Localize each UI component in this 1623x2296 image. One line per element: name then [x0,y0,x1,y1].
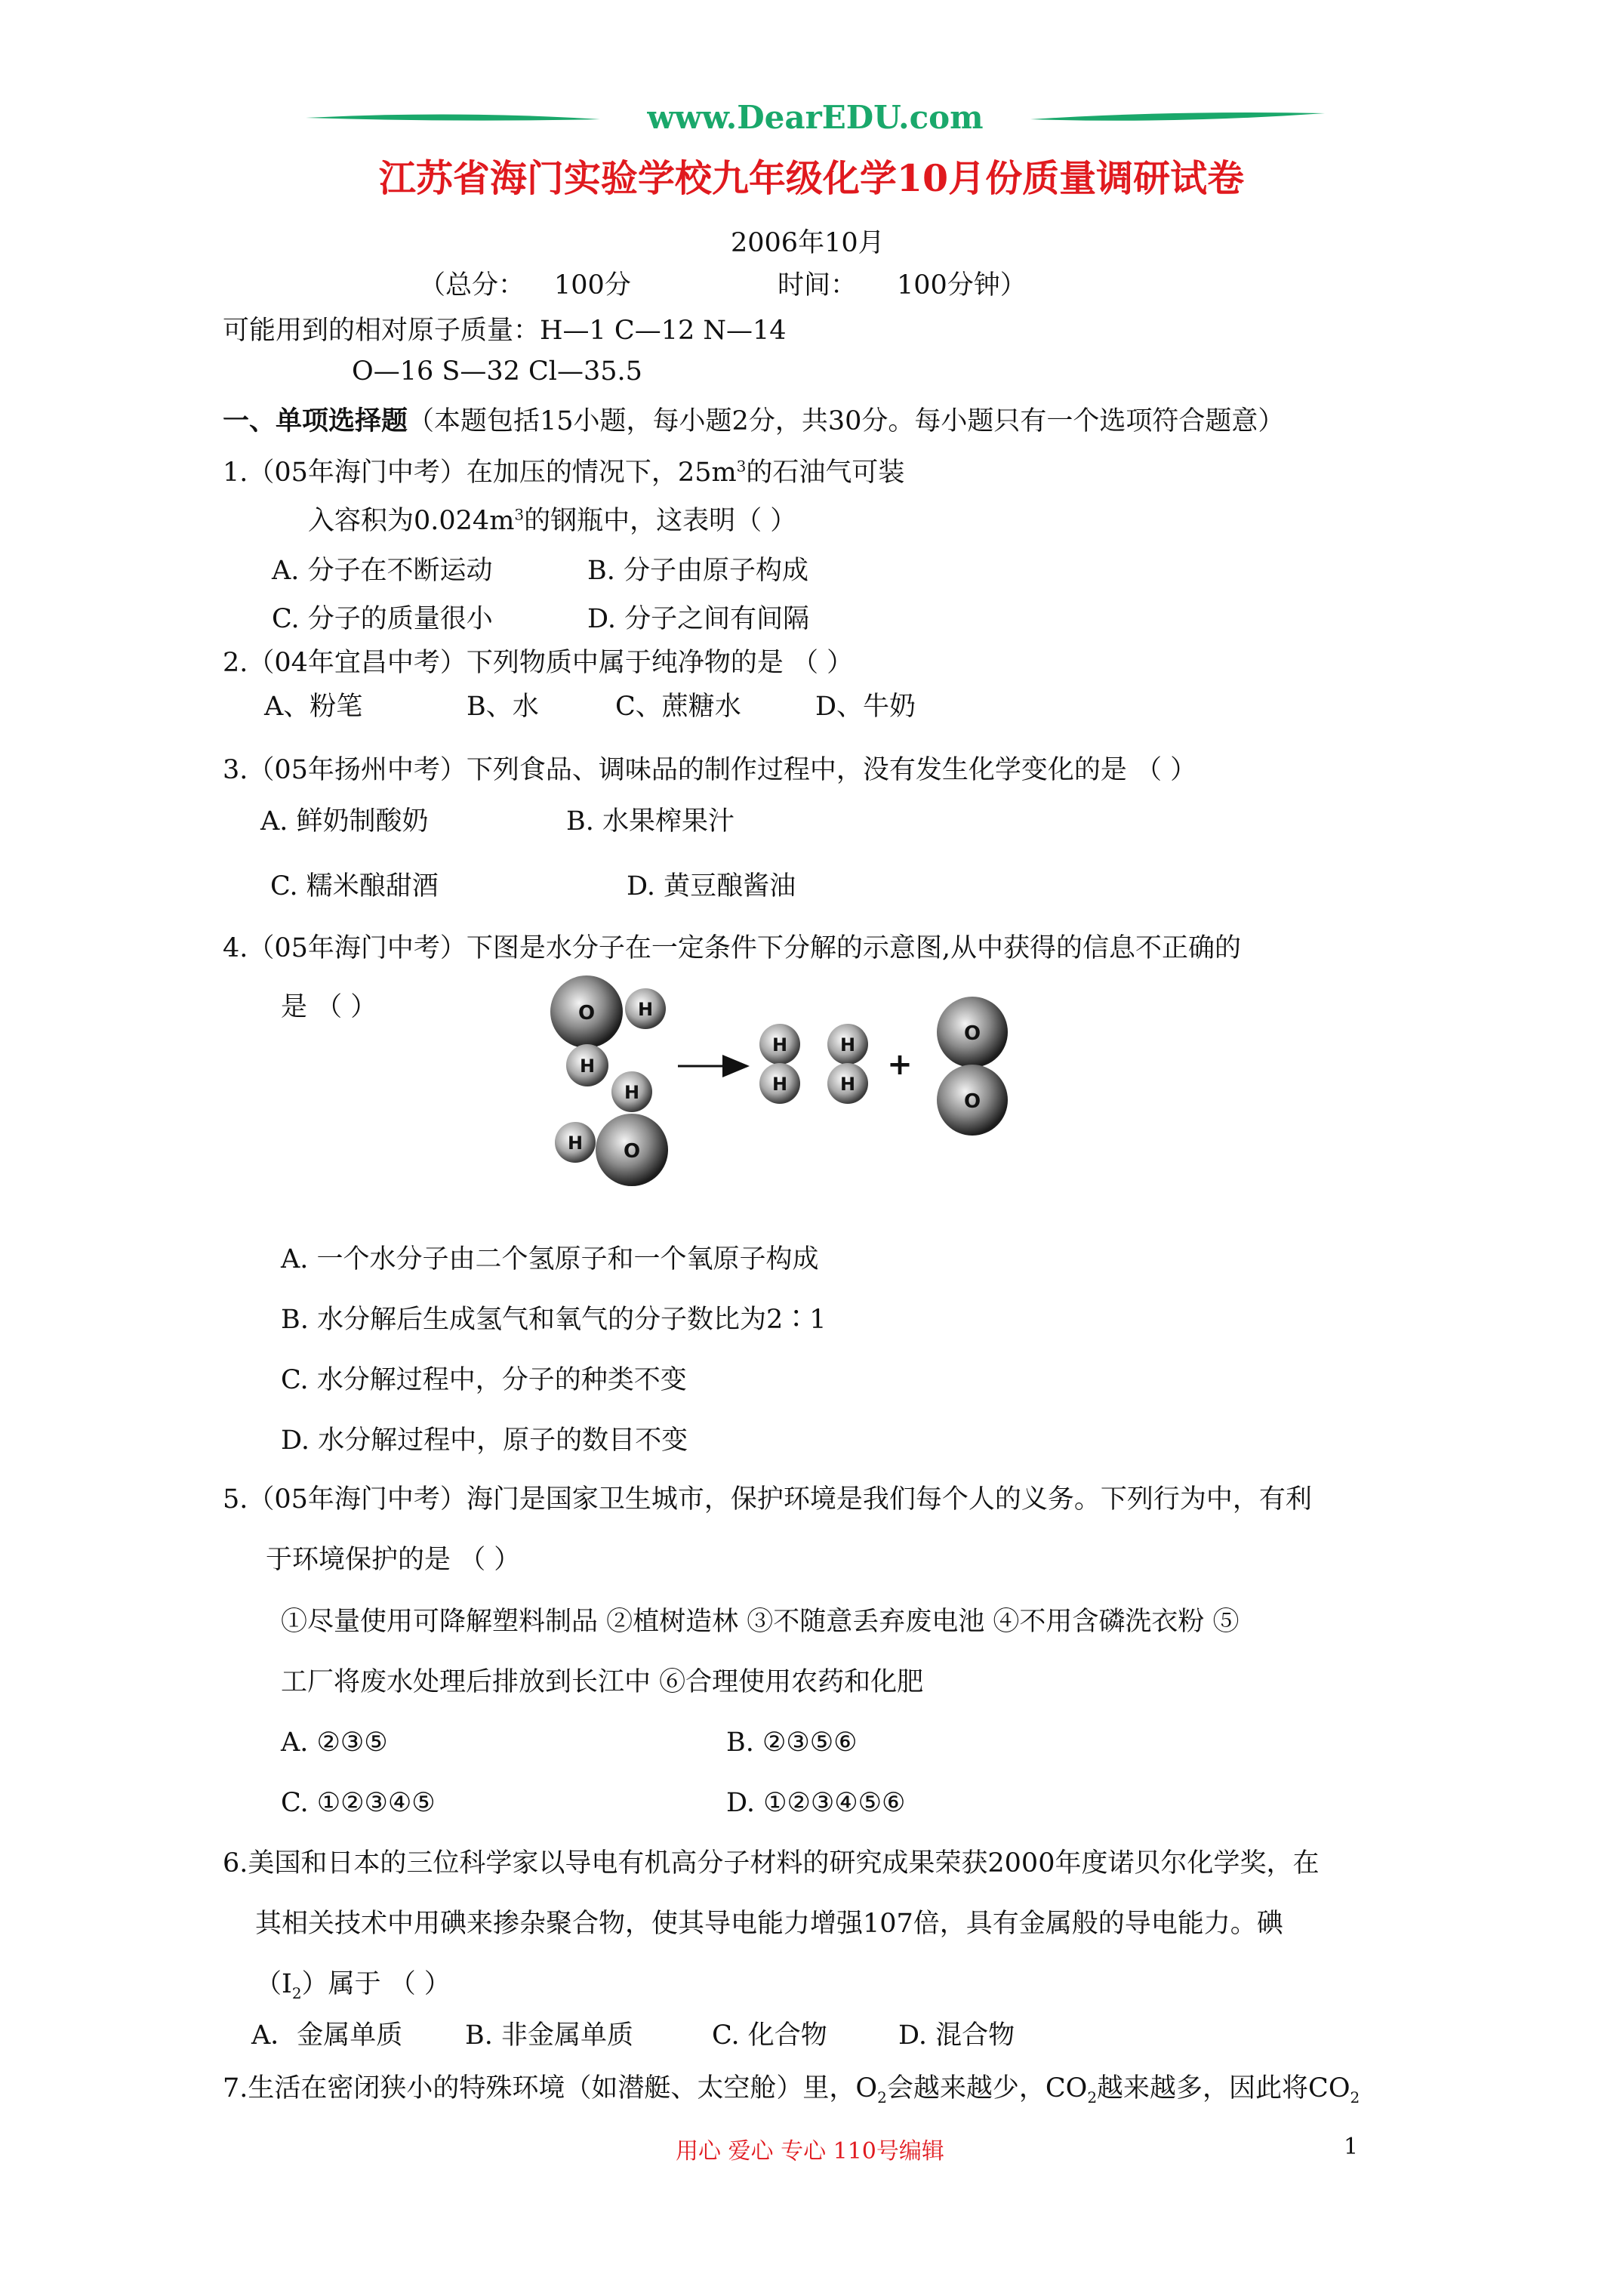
plus-sign: + [887,1047,913,1082]
q6-stem3-text-a: （I [255,1969,292,1999]
q6-option-c: C. 化合物 [712,2020,827,2051]
page-title: 江苏省海门实验学校九年级化学10月份质量调研试卷 [378,156,1245,200]
section-desc: （本题包括15小题，每小题2分，共30分。每小题只有一个选项符合题意） [408,406,1285,436]
q2-stem: 2.（04年宜昌中考）下列物质中属于纯净物的是 （ ） [223,648,854,678]
q1-stem2-superscript: 3 [514,505,525,524]
q4-stem-line1: 4.（05年海门中考）下图是水分子在一定条件下分解的示意图,从中获得的信息不正确的 [223,933,1242,963]
time-label: 时间： [778,270,858,300]
q7-stem-text-c: 越来越多，因此将CO [1097,2073,1350,2103]
q3-option-d: D. 黄豆酿酱油 [627,871,796,901]
q5-option-c: C. ①②③④⑤ [281,1788,436,1818]
atomic-mass-line-1: 可能用到的相对原子质量：H—1 C—12 N—14 [223,316,787,346]
q5-items-line1: ①尽量使用可降解塑料制品 ②植树造林 ③不随意丢弃废电池 ④不用含磷洗衣粉 ⑤ [281,1607,1240,1637]
water-decomposition-diagram [540,974,1030,1231]
q4-option-c: C. 水分解过程中，分子的种类不变 [281,1365,687,1395]
q6-stem-line3 [255,1969,451,2002]
q6-option-b: B. 非金属单质 [465,2020,633,2051]
header-banner [306,97,1325,142]
q3-stem: 3.（05年扬州中考）下列食品、调味品的制作过程中，没有发生化学变化的是 （ ） [223,755,1197,785]
section-title: 一、单项选择题 [223,405,408,436]
q7-stem-text-b: 会越来越少，CO [886,2073,1088,2103]
atom-label-h: H [624,1082,640,1103]
q4-option-b: B. 水分解后生成氢气和氧气的分子数比为2∶1 [281,1305,827,1335]
q2-option-b: B、水 [467,692,539,722]
q3-option-c: C. 糯米酿甜酒 [270,871,439,901]
q6-option-a: A．金属单质 [251,2020,403,2051]
q7-stem-text-a: 7.生活在密闭狭小的特殊环境（如潜艇、太空舱）里，O [223,2073,878,2103]
q4-option-a: A. 一个水分子由二个氢原子和一个氧原子构成 [281,1244,819,1274]
exam-date: 2006年10月 [731,228,885,258]
atom-label-h: H [567,1133,584,1154]
atom-label-o: O [623,1140,641,1163]
q6-stem-line2: 其相关技术中用碘来掺杂聚合物，使其导电能力增强107倍，具有金属般的导电能力。碘 [255,1909,1283,1939]
q5-stem-line2: 于环境保护的是 （ ） [266,1545,521,1575]
footer-note: 用心 爱心 专心 110号编辑 [676,2138,944,2165]
site-logo-text: www.DearEDU.com [647,99,984,136]
q1-stem-text-a: 1.（05年海门中考）在加压的情况下，25m [223,458,737,488]
atom-label-h: H [839,1074,856,1095]
q6-option-d: D. 混合物 [898,2020,1015,2051]
q1-stem-text-b: 的石油气可装 [746,458,905,488]
score-label: （总分： [419,270,525,300]
q1-stem-line2 [308,506,796,536]
right-swoosh-decoration [1030,112,1325,121]
q1-option-d: D. 分子之间有间隔 [587,604,810,634]
q2-option-d: D、牛奶 [815,692,916,722]
atom-label-h: H [771,1034,788,1056]
q1-option-a: A. 分子在不断运动 [272,556,493,586]
left-swoosh-decoration [306,114,600,120]
atom-label-h: H [839,1034,856,1056]
q7-stem [223,2073,1360,2106]
q5-option-b: B. ②③⑤⑥ [726,1727,858,1758]
time-value: 100分钟） [897,270,1027,300]
q6-stem-line1: 6.美国和日本的三位科学家以导电有机高分子材料的研究成果荣获2000年度诺贝尔化学奖，在 [223,1848,1320,1878]
q1-option-b: B. 分子由原子构成 [587,556,808,586]
atomic-mass-line-2: O—16 S—32 Cl—35.5 [352,356,642,387]
q1-option-c: C. 分子的质量很小 [272,604,493,634]
q7-subscript-3: 2 [1350,2088,1360,2106]
score-value: 100分 [554,270,631,300]
q7-subscript-2: 2 [1087,2088,1098,2106]
q6-stem3-text-b: ）属于 （ ） [301,1969,451,1999]
q1-stem2-text-b: 的钢瓶中，这表明（ ） [524,506,797,536]
q4-stem-line2: 是 （ ） [281,992,377,1022]
q1-superscript: 3 [736,457,747,476]
atom-label-h: H [771,1074,788,1095]
q3-option-b: B. 水果榨果汁 [566,806,735,837]
q1-stem-line1 [223,458,904,488]
q6-subscript: 2 [291,1984,302,2002]
atom-label-o: O [963,1022,981,1045]
atom-label-o: O [577,1002,596,1025]
atom-label-o: O [963,1090,981,1113]
q2-option-a: A、粉笔 [264,692,363,722]
q5-items-line2: 工厂将废水处理后排放到长江中 ⑥合理使用农药和化肥 [281,1667,924,1697]
q3-option-a: A. 鲜奶制酸奶 [260,806,429,837]
page-number: 1 [1344,2134,1359,2160]
q5-option-d: D. ①②③④⑤⑥ [726,1788,906,1818]
q5-option-a: A. ②③⑤ [281,1727,388,1758]
q4-option-d: D. 水分解过程中，原子的数目不变 [281,1425,688,1456]
atom-label-h: H [637,999,654,1020]
q1-stem2-text-a: 入容积为0.024m [308,506,515,536]
q5-stem-line1: 5.（05年海门中考）海门是国家卫生城市，保护环境是我们每个人的义务。下列行为中，有利 [223,1484,1312,1515]
atom-label-h: H [579,1056,596,1077]
q2-option-c: C、蔗糖水 [615,692,741,722]
section-heading [223,406,1284,436]
q7-subscript-1: 2 [877,2088,887,2106]
